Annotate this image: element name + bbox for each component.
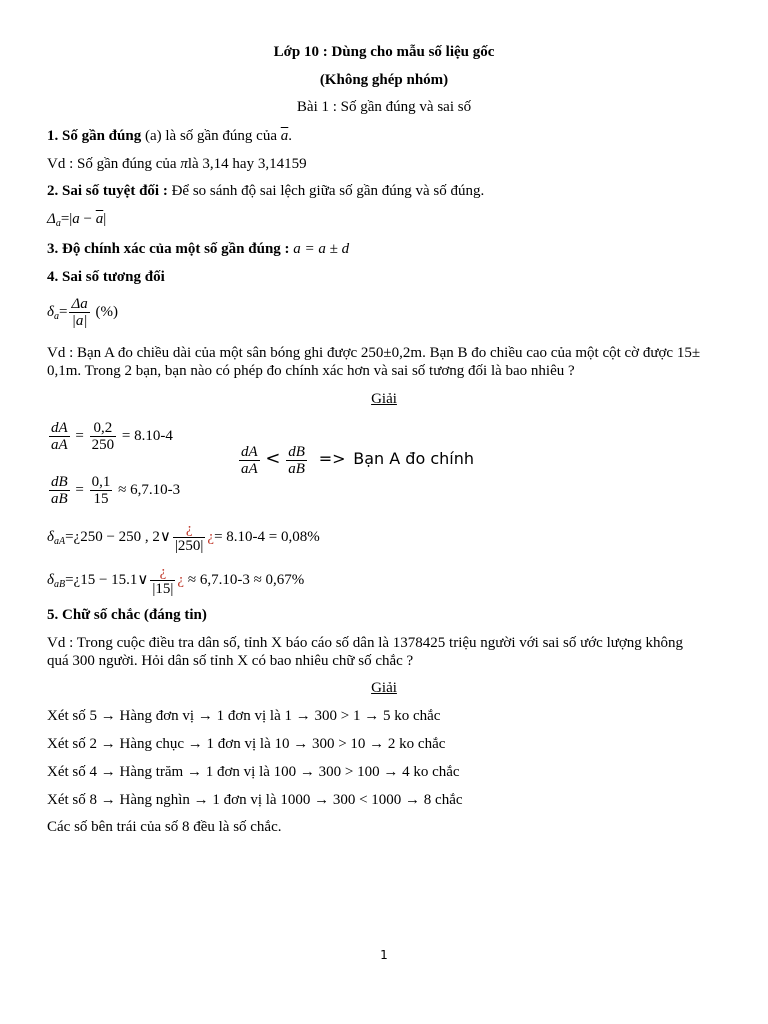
page-subtitle: (Không ghép nhóm) bbox=[319, 72, 449, 88]
section-5: 5. Chữ số chắc (đáng tin) bbox=[47, 607, 207, 623]
absolute-error-formula: $\Delta_a=|a - \overline{a}|$ bbox=[47, 211, 107, 229]
example-3-line-1: Vd : Trong cuộc điều tra dân số, tỉnh X báo cáo số dân là 1378425 triệu người với sai số ước lượng không bbox=[47, 635, 684, 651]
page-number: 1 bbox=[380, 948, 388, 962]
calc-b: $\frac{dB}{aB}$ = $\frac{0,1}{15}$ ≈ 6,7.10-3 bbox=[51, 474, 181, 507]
section-4: 4. Sai số tương đối bbox=[47, 269, 165, 285]
step-line: Xét số 4 → Hàng trăm → 1 đơn vị là 100 → 300 > 100 → 4 ko chắc bbox=[47, 764, 460, 780]
calc-a: $\frac{dA}{aA}$ = $\frac{0,2}{250}$ = 8.10-4 bbox=[51, 420, 173, 453]
relative-error-formula: $\delta_a=$ $\frac{\Delta a}{|a|}$ (%) bbox=[47, 296, 119, 329]
relative-error-b: $\delta_{aB}=¿15$ − 15.1∨ $\frac{¿}{|15|}$ ¿ ≈ 6,7.10-3 ≈ 0,67% bbox=[47, 564, 305, 597]
comparison: $\frac{dA}{aA}$ < $\frac{dB}{aB}$ => Bạn A đo chính bbox=[241, 444, 474, 477]
relative-error-a: $\delta_{aA}=¿250 - 250$ , 2∨ $\frac{¿}{|250|}$ ¿= 8.10-4 = 0,08% bbox=[47, 521, 320, 554]
step-line: Xét số 8 → Hàng nghìn → 1 đơn vị là 1000 → 300 < 1000 → 8 chắc bbox=[47, 792, 463, 808]
solution-heading-2: Giải bbox=[371, 680, 397, 696]
page-title: Lớp 10 : Dùng cho mẫu số liệu gốc bbox=[273, 44, 495, 60]
step-line: Xét số 5 → Hàng đơn vị → 1 đơn vị là 1 → 300 > 1 → 5 ko chắc bbox=[47, 708, 441, 724]
solution-heading-1: Giải bbox=[371, 391, 397, 407]
example-2-line-1: Vd : Bạn A đo chiều dài của một sân bóng ghi được 250±0,2m. Bạn B đo chiều cao của một cột cờ được 15± bbox=[47, 345, 701, 361]
conclusion: Các số bên trái của số 8 đều là số chắc. bbox=[47, 819, 282, 835]
section-2: 2. Sai số tuyệt đối : Để so sánh độ sai lệch giữa số gần đúng và số đúng. bbox=[47, 183, 485, 199]
step-line: Xét số 2 → Hàng chục → 1 đơn vị là 10 → 300 > 10 → 2 ko chắc bbox=[47, 736, 446, 752]
example-2-line-2: 0,1m. Trong 2 bạn, bạn nào có phép đo chính xác hơn và sai số tương đối là bao nhiêu ? bbox=[47, 363, 575, 379]
example-3-line-2: quá 300 người. Hỏi dân số tỉnh X có bao nhiêu chữ số chắc ? bbox=[47, 653, 414, 669]
section-1: 1. Số gần đúng (a) là số gần đúng của $\overline{a}$. bbox=[47, 128, 293, 144]
lesson-title: Bài 1 : Số gần đúng và sai số bbox=[296, 99, 472, 115]
section-3: 3. Độ chính xác của một số gần đúng : a = a ± d bbox=[47, 241, 350, 257]
example-1: Vd : Số gần đúng của πlà 3,14 hay 3,14159 bbox=[47, 156, 307, 172]
